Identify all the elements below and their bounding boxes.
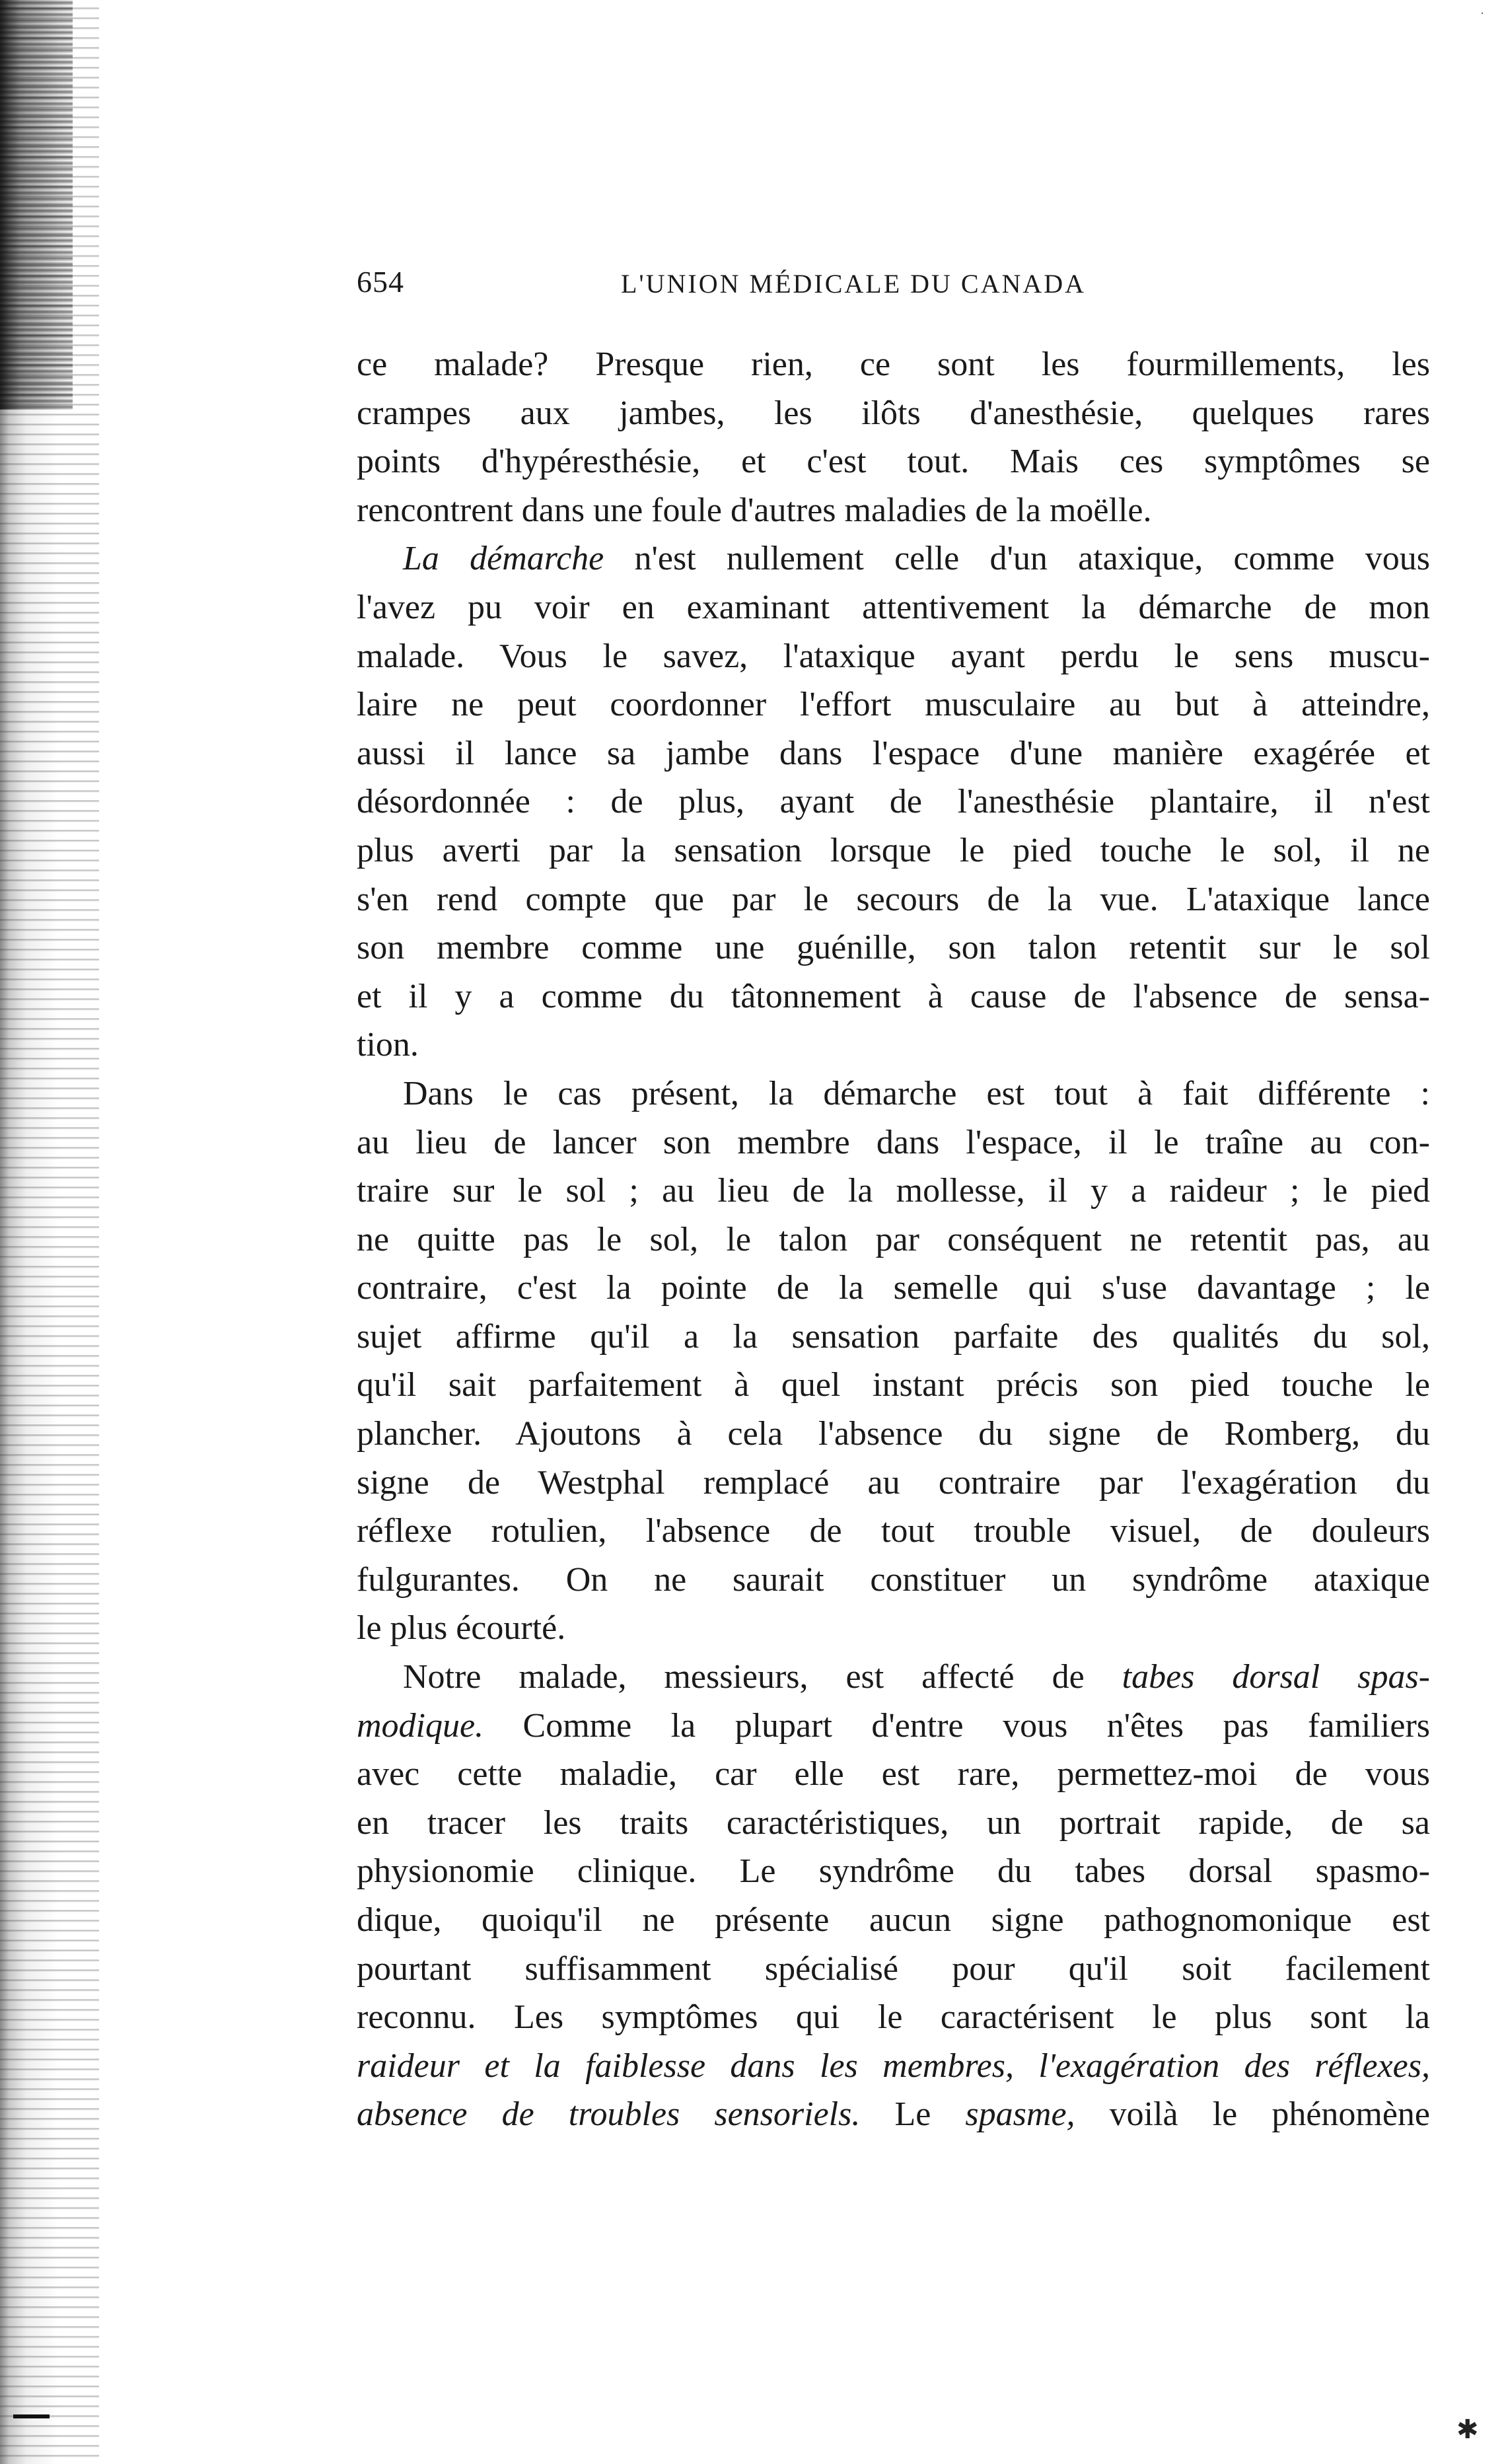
text-line [357,1118,1430,1167]
text-line [357,826,1430,875]
line-text: Notre malade, messieurs, est affecté de [403,1658,1122,1696]
line-text: tion. [357,1026,419,1064]
text-line [357,875,1430,924]
line-text: désordonnée : de plus, ayant de l'anesthésie plantaire, il n'est [357,783,1430,821]
text-line [357,1847,1430,1896]
line-text: ce malade? Presque rien, ce sont les fourmillements, les [357,345,1430,383]
line-text: malade. Vous le savez, l'ataxique ayant perdu le sens muscu- [357,637,1430,675]
text-line [357,1702,1430,1751]
body-text [357,340,1430,2139]
line-text: voilà le phénomène [1075,2095,1430,2134]
text-line [357,1167,1430,1215]
text-line [357,1653,1430,1702]
binding-edge-shadow [0,0,73,410]
line-text: aussi il lance sa jambe dans l'espace d'une manière exagérée et [357,734,1430,772]
line-text: Comme la plupart d'entre vous n'êtes pas familiers [483,1706,1430,1745]
line-text: au lieu de lancer son membre dans l'espace, il le traîne au con- [357,1123,1430,1161]
line-text: points d'hypéresthésie, et c'est tout. Mais ces symptômes se [357,443,1430,481]
text-line [357,632,1430,681]
italic-text: spasme, [965,2095,1075,2134]
text-line [357,924,1430,972]
text-line [357,680,1430,729]
text-line [357,1459,1430,1507]
text-line [357,1896,1430,1945]
text-line [357,1507,1430,1556]
text-line [357,437,1430,486]
text-line [357,1799,1430,1848]
text-line [357,1410,1430,1459]
text-line [357,1993,1430,2042]
line-text: fulgurantes. On ne saurait constituer un syndrôme ataxique [357,1560,1430,1599]
line-text: Le [860,2095,966,2134]
line-text: plus averti par la sensation lorsque le pied touche le sol, il ne [357,831,1430,869]
line-text: l'avez pu voir en examinant attentivement la démarche de mon [357,588,1430,626]
line-text: sujet affirme qu'il a la sensation parfaite des qualités du sol, [357,1317,1430,1356]
text-line [357,778,1430,826]
line-text: son membre comme une guénille, son talon retentit sur le sol [357,929,1430,967]
italic-text: tabes dorsal spas- [1122,1658,1430,1696]
text-line [357,972,1430,1021]
line-text: le plus écourté. [357,1609,566,1648]
text-line [357,1021,1430,1069]
line-text: Dans le cas présent, la démarche est tout à fait différente : [403,1074,1430,1112]
text-line [357,486,1430,535]
text-line [357,1069,1430,1118]
text-line [357,583,1430,632]
text-line [357,1215,1430,1264]
line-text: rencontrent dans une foule d'autres maladies de la moëlle. [357,491,1152,529]
line-text: reconnu. Les symptômes qui le caractérisent le plus sont la [357,1998,1430,2037]
line-text: qu'il sait parfaitement à quel instant précis son pied touche le [357,1366,1430,1404]
line-text: crampes aux jambes, les ilôts d'anesthésie, quelques rares [357,394,1430,432]
line-text: et il y a comme du tâtonnement à cause de l'absence de sensa- [357,977,1430,1015]
line-text: physionomie clinique. Le syndrôme du tabes dorsal spasmo- [357,1852,1430,1891]
scan-mark-top: · [1480,7,1484,20]
text-line [357,1604,1430,1653]
line-text: pourtant suffisamment spécialisé pour qu'il soit facilement [357,1949,1430,1988]
text-line [357,1361,1430,1410]
line-text: contraire, c'est la pointe de la semelle qui s'use davantage ; le [357,1269,1430,1307]
line-text: avec cette maladie, car elle est rare, permettez-moi de vous [357,1755,1430,1794]
line-text: plancher. Ajoutons à cela l'absence du signe de Romberg, du [357,1415,1430,1453]
italic-text: absence de troubles sensoriels. [357,2095,861,2134]
text-line [357,1556,1430,1605]
text-line [357,1264,1430,1313]
line-text: signe de Westphal remplacé au contraire par l'exagération du [357,1463,1430,1502]
page-header [357,264,1182,310]
text-line [357,534,1430,583]
line-text: n'est nullement celle d'un ataxique, comme vous [604,540,1430,578]
line-text: traire sur le sol ; au lieu de la mollesse, il y a raideur ; le pied [357,1172,1430,1210]
text-line [357,2042,1430,2091]
line-text: ne quitte pas le sol, le talon par conséquent ne retentit pas, au [357,1220,1430,1258]
line-text: réflexe rotulien, l'absence de tout trouble visuel, de douleurs [357,1512,1430,1550]
text-line [357,1313,1430,1361]
text-line [357,1945,1430,1994]
line-text: en tracer les traits caractéristiques, un portrait rapide, de sa [357,1803,1430,1842]
page-number: 654 [357,265,404,299]
text-line [357,340,1430,389]
text-line [357,2090,1430,2139]
line-text: laire ne peut coordonner l'effort musculaire au but à atteindre, [357,686,1430,724]
binding-foot-mark [13,2414,50,2418]
text-line [357,729,1430,778]
italic-text: modique. [357,1706,484,1745]
line-text: dique, quoiqu'il ne présente aucun signe pathognomonique est [357,1901,1430,1939]
italic-text: raideur et la faiblesse dans les membres, l'exagération des réflexes, [357,2047,1430,2085]
italic-text: La démarche [403,540,604,578]
text-line [357,1750,1430,1799]
running-title: L'UNION MÉDICALE DU CANADA [621,269,1087,299]
line-text: s'en rend compte que par le secours de la vue. L'ataxique lance [357,880,1430,918]
text-line [357,389,1430,438]
scan-mark-corner: ✱ [1456,2414,1479,2444]
